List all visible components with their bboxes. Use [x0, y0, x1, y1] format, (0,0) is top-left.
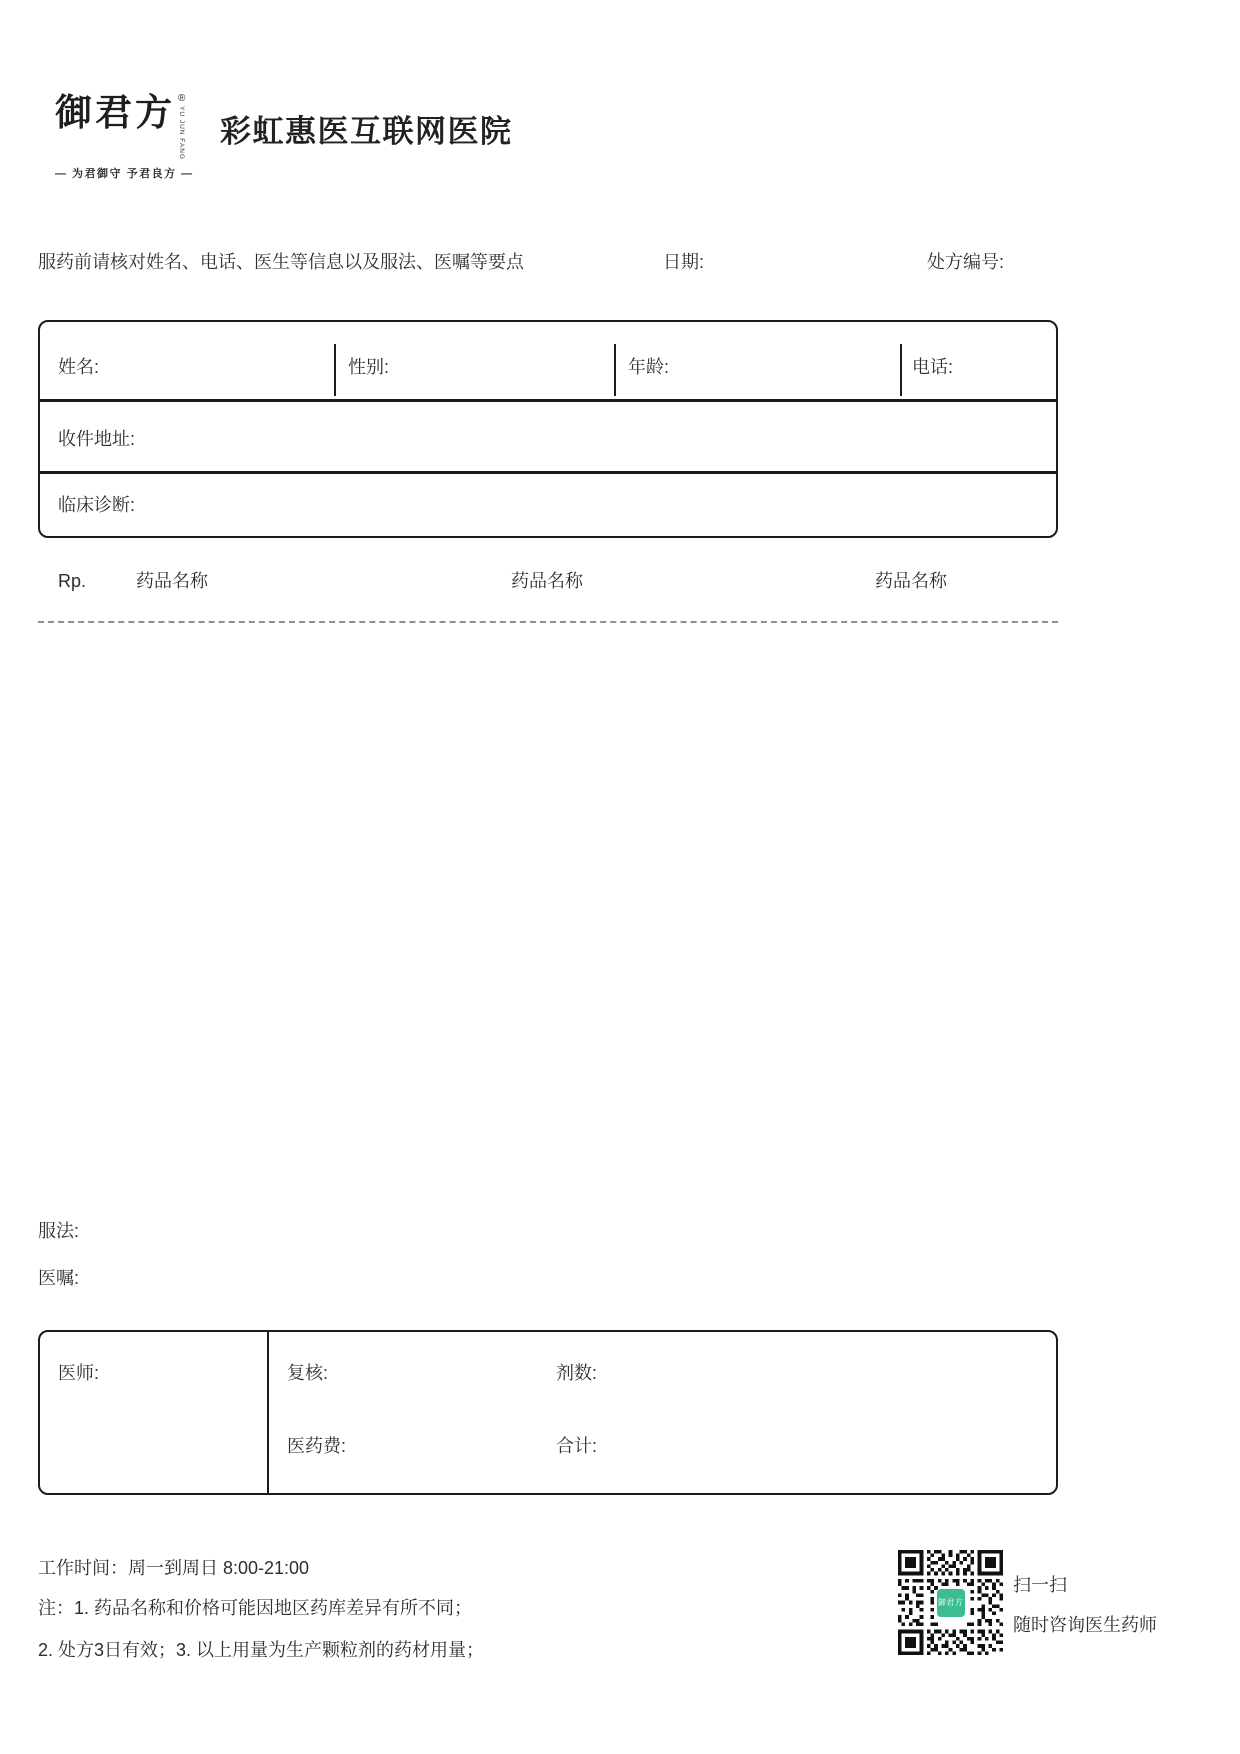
brand-tagline: — 为君御守 予君良方 — [55, 167, 194, 180]
brand-logo [55, 92, 194, 181]
pre-check-notice: 服药前请核对姓名、电话、医生等信息以及服法、医嘱等要点 [38, 252, 524, 272]
medicine-fee-label: 医药费: [287, 1436, 347, 1456]
rp-label: Rp. [58, 571, 87, 591]
shipping-address-label: 收件地址: [58, 429, 136, 449]
physician-label: 医师: [58, 1363, 100, 1383]
drug-name-header-2: 药品名称 [511, 571, 583, 591]
logo-text: 御君方 [55, 90, 175, 134]
qr-code [898, 1550, 1003, 1655]
hospital-title: 彩虹惠医互联网医院 [220, 114, 513, 149]
cell-divider [900, 344, 902, 396]
row-divider [40, 399, 1056, 402]
doses-label: 剂数: [556, 1363, 598, 1383]
cell-divider [334, 344, 336, 396]
qr-center-badge: 御君方 [936, 1588, 966, 1618]
scan-prompt-subtitle: 随时咨询医生药师 [1013, 1615, 1157, 1635]
drug-name-header-3: 药品名称 [875, 571, 947, 591]
patient-info-box [38, 320, 1058, 538]
patient-age-label: 年龄: [628, 357, 670, 377]
registered-trademark-icon: ® [178, 93, 186, 104]
drug-name-header-1: 药品名称 [136, 571, 208, 591]
row-divider [40, 471, 1056, 474]
patient-name-label: 姓名: [58, 357, 100, 377]
prescription-number-label: 处方编号: [927, 252, 1005, 272]
patient-phone-label: 电话: [912, 357, 954, 377]
working-hours-text: 工作时间：周一到周日 8:00-21:00 [38, 1558, 310, 1578]
total-label: 合计: [556, 1436, 598, 1456]
signature-box [38, 1330, 1058, 1495]
logo-pinyin-vertical: YU JUN FANG [178, 106, 186, 160]
patient-gender-label: 性别: [348, 357, 390, 377]
note-line-1: 注：1. 药品名称和价格可能因地区药库差异有所不同； [38, 1598, 473, 1618]
cell-divider [614, 344, 616, 396]
cell-divider [267, 1332, 269, 1493]
date-label: 日期: [663, 252, 705, 272]
medical-advice-label: 医嘱: [38, 1268, 80, 1288]
dashed-separator [38, 621, 1058, 623]
reviewer-label: 复核: [287, 1363, 329, 1383]
clinical-diagnosis-label: 临床诊断: [58, 495, 136, 515]
usage-method-label: 服法: [38, 1221, 80, 1241]
note-line-2: 2. 处方3日有效；3. 以上用量为生产颗粒剂的药材用量； [38, 1640, 485, 1660]
prescription-items-area [38, 630, 1058, 1200]
scan-prompt-title: 扫一扫 [1013, 1575, 1067, 1595]
